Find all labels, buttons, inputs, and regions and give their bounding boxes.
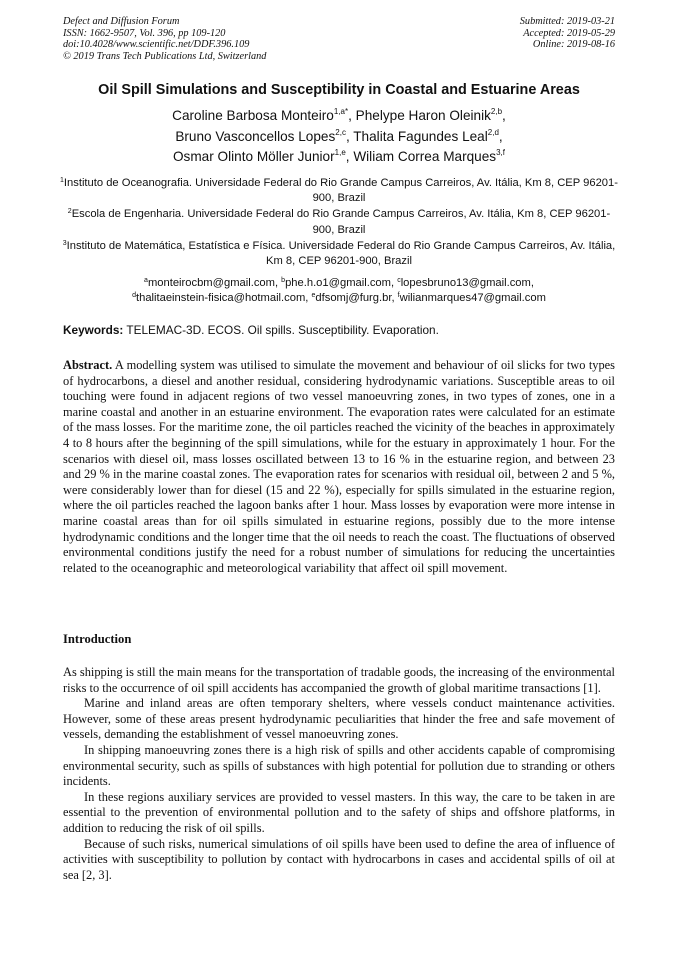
paragraph: As shipping is still the main means for the transportation of tradable goods, the increasing of the environmental risks to the occurrence of oil spill accidents has accompanied the growth of global maritime transactions [1].	[63, 665, 615, 695]
affiliation-list	[60, 176, 618, 270]
author-affil-sup: 2,c	[335, 127, 346, 137]
email-sup: b	[281, 277, 286, 284]
affiliation-sup: 2	[67, 208, 72, 216]
paragraph: In shipping manoeuvring zones there is a high risk of spills and other accidents capable of compromising environmental security, such as spills of substances with high potential for pollution due to stranding or others incidents.	[63, 742, 615, 789]
affiliation-text: Instituto de Oceanografia. Universidade Federal do Rio Grande Campus Carreiros, Av. Itália, Km 8, CEP 96201-900, Brazil	[63, 177, 618, 205]
paragraph: Marine and inland areas are often temporary shelters, where vessels conduct maintenance activities. However, some of these areas present hydrodynamic peculiarities that hinder the free and safe movement of vessels, demanding the establishment of vessel manoeuvring zones.	[63, 696, 615, 742]
abstract	[63, 358, 615, 576]
affiliation-sup: 1	[60, 177, 64, 184]
affiliation-sup: 3	[62, 239, 67, 247]
keywords-text: TELEMAC-3D. ECOS. Oil spills. Susceptibility. Evaporation.	[126, 323, 439, 337]
email-list: $^a$monteirocbm@gmail.com, $^b$phe.h.o1@gmail.com, $^c$lopesbruno13@gmail.com, $^d$thalitaeinstein-fisica@hotmail.com, $^e$dfsomj@furg.br, $^f$wilianmarques47@gmail.com	[132, 277, 546, 305]
email-link[interactable]: wilianmarques47@gmail.com	[399, 292, 546, 305]
journal-name: Defect and Diffusion Forum	[63, 16, 180, 27]
email-link[interactable]: thalitaeinstein-fisica@hotmail.com	[135, 292, 306, 305]
keywords-label: Keywords:	[63, 323, 124, 337]
paper-title: Oil Spill Simulations and Susceptibility in Coastal and Estuarine Areas	[98, 82, 580, 98]
affiliation	[60, 207, 618, 237]
paragraph: In these regions auxiliary services are provided to vessel masters. In this way, the care to be taken in are essential to the prevention of environmental pollution and to the safety of ships and offshore platforms, in addition to reducing the risk of oil spills.	[63, 789, 615, 835]
author-affil-sup: 2,b	[490, 107, 503, 116]
author-affil-sup: 1,a*	[333, 107, 349, 116]
dates-header	[520, 16, 615, 51]
author-affil-sup: 2,d	[487, 127, 499, 137]
paragraph: Because of such risks, numerical simulations of oil spills have been used to define the area of influence of activities with susceptibility to pollution by contact with hydrocarbons in cases and accidental spills of oil at sea [2, 3].	[63, 836, 615, 882]
email-sup: a	[144, 277, 148, 284]
email-link[interactable]: monteirocbm@gmail.com	[147, 277, 275, 289]
journal-copyright: © 2019 Trans Tech Publications Ltd, Switzerland	[63, 50, 267, 62]
journal-issn: ISSN: 1662-9507, Vol. 396, pp 109-120	[63, 27, 226, 39]
accepted-date: Accepted: 2019-05-29	[523, 27, 615, 39]
email-link[interactable]: dfsomj@furg.br	[315, 292, 392, 305]
author-name: Osmar Olinto Möller Junior	[172, 149, 335, 164]
section-heading-introduction: Introduction	[63, 632, 132, 646]
journal-header	[63, 16, 266, 62]
online-date: Online: 2019-08-16	[532, 39, 615, 51]
email-sup: e	[311, 292, 316, 300]
submitted-date: Submitted: 2019-03-21	[519, 16, 615, 27]
email-link[interactable]: phe.h.o1@gmail.com	[285, 277, 391, 289]
author-affil-sup: 3,f	[496, 148, 506, 157]
author-affil-sup: 1,e	[334, 148, 346, 157]
abstract-text: A modelling system was utilised to simulate the movement and behaviour of oil slicks for two types of hydrocarbons, a diesel and another residual, considering hydrodynamic variations. Susceptible areas to oil touching were found in adjacent regions of two vessel manoeuvring zones, in two types of zones, one in a marine coastal and another in an estuarine environment. The evaporation rates were calculated for an estimate of the mass losses. For the maritime zone, the oil particles reached the vicinity of the beaches in approximately 4 to 8 hours after the beginning of the spill simulations, while for the estuary in approximately 1 hour. For the scenarios with diesel oil, mass losses oscillated between 13 to 16 % in the estuarine region, and between 23 and 29 % in the marine coastal zones. The evaporation rates for scenarios with residual oil, between 2 and 5 %, were considerably lower than for diesel (15 and 22 %), especially for spills simulated in the estuarine region, where the oil particles reached the lagoon banks after 1 hour. Mass losses by evaporation were more intense in marine coastal areas than for oil spills simulated in estuarine regions, possibly due to the more intense hydrodynamic conditions and the longer time that the oil needs to reach the coast. The fluctuations of observed environmental conditions justify the need for a robust number of simulations for reducing the uncertainties related to the oceanographic and meteorological variability that affect oil spill movement.	[63, 358, 615, 575]
keywords	[63, 323, 615, 337]
author-name: Bruno Vasconcellos Lopes	[175, 128, 336, 144]
introduction-body	[63, 665, 615, 883]
abstract-label: Abstract.	[63, 358, 113, 372]
email-sup: c	[397, 277, 401, 284]
email-sup: d	[132, 292, 136, 300]
journal-doi: doi:10.4028/www.scientific.net/DDF.396.109	[63, 39, 250, 51]
email-sup: f	[397, 292, 400, 300]
author-name: Thalita Fagundes Leal	[353, 128, 488, 144]
email-link[interactable]: lopesbruno13@gmail.com	[400, 277, 531, 289]
author-name: Phelype Haron Oleinik	[355, 108, 491, 123]
affiliation-text: Instituto de Matemática, Estatística e Física. Universidade Federal do Rio Grande Campus Carreiros, Av. Itália, Km 8, CEP 96201-900, Brazil	[66, 239, 616, 268]
affiliation	[60, 176, 618, 206]
author-name: Caroline Barbosa Monteiro	[172, 108, 334, 123]
affiliation	[60, 239, 618, 269]
author-list: Caroline Barbosa Monteiro$^{1,a*}$, Phelype Haron Oleinik$^{2,b}$, Bruno Vasconcellos Lopes$^{2,c}$, Thalita Fagundes Leal$^{2,d}$, Osmar Olinto Möller Junior$^{1,e}$, Wiliam Correa Marques$^{3,f}$	[172, 107, 506, 164]
affiliation-text: Escola de Engenharia. Universidade Federal do Rio Grande Campus Carreiros, Av. Itália, Km 8, CEP 96201-900, Brazil	[71, 208, 611, 236]
author-name: Wiliam Correa Marques	[353, 149, 497, 164]
